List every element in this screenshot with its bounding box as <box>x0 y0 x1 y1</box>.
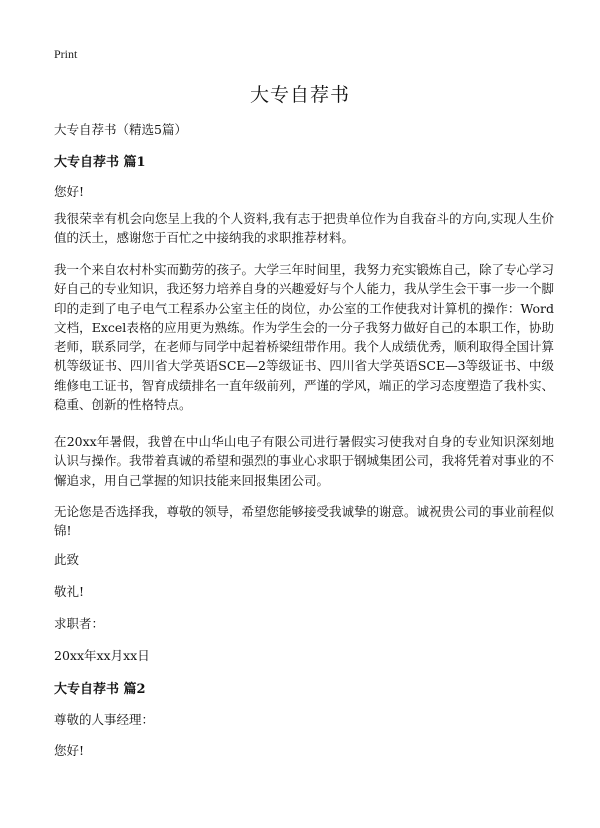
paragraph-closing: 无论您是否选择我，尊敬的领导，希望您能够接受我诚挚的谢意。诚祝贵公司的事业前程似锦! <box>54 504 555 539</box>
greeting-2: 您好! <box>54 743 85 758</box>
paragraph-intro: 我很荣幸有机会向您呈上我的个人资料,我有志于把贵单位作为自我奋斗的方向,实现人生价值的沃土，感谢您于百忙之中接纳我的求职推荐材料。 <box>54 211 554 246</box>
letter-date: 20xx年xx月xx日 <box>54 648 150 663</box>
document-subtitle: 大专自荐书（精选5篇） <box>54 122 187 137</box>
salute: 敬礼! <box>54 584 85 599</box>
paragraph-internship: 在20xx年暑假，我曾在中山华山电子有限公司进行暑假实习使我对自身的专业知识深刻地认识与操作。我带着真诚的希望和强烈的事业心求职于钢城集团公司，我将凭着对事业的不懈追求，用自己掌握的知识技能来回报集团公司。 <box>54 434 555 488</box>
greeting-1: 您好! <box>54 184 85 199</box>
section-heading-2: 大专自荐书 篇2 <box>54 682 146 697</box>
recipient: 尊敬的人事经理： <box>54 712 155 727</box>
section-heading-1: 大专自荐书 篇1 <box>54 155 146 170</box>
page-title: 大专自荐书 <box>249 84 350 106</box>
print-link[interactable]: Print <box>54 47 78 61</box>
applicant-label: 求职者： <box>54 616 105 631</box>
closing-phrase: 此致 <box>54 552 80 567</box>
paragraph-background: 我一个来自农村朴实而勤劳的孩子。大学三年时间里，我努力充实锻炼自己，除了专心学习好自己的专业知识，我还努力培养自身的兴趣爱好与个人能力，我从学生会干事一步一个脚印的走到了电子电气工程系办公室主任的岗位，办公室的工作使我对计算机的操作：Word文档，Excel表格的应用更为熟练。作为学生会的一分子我努力做好自己的本职工作，协助老师，联系同学，在老师与同学中起着桥梁纽带作用。我个人成绩优秀，顺利取得全国计算机等级证书、四川省大学英语SCE—2等级证书、四川省大学英语SCE—3等级证书、中级维修电工证书，智育成绩排名一直年级前列，严谨的学风，端正的学习态度塑造了我朴实、稳重、创新的性格特点。 <box>54 262 555 413</box>
